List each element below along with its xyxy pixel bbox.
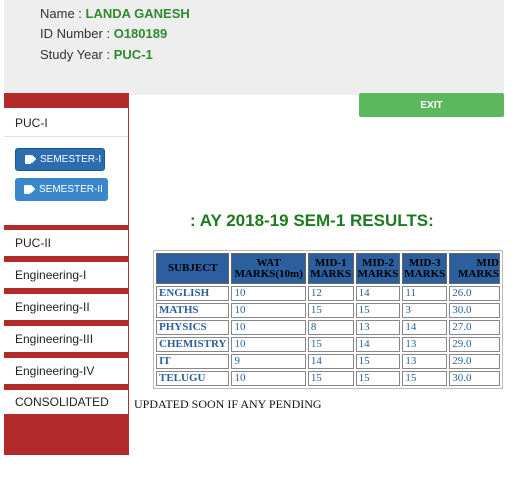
results-table	[153, 250, 503, 389]
tag-icon	[25, 155, 34, 164]
mid2-cell: 15	[356, 354, 401, 369]
mid3-cell: 3	[402, 303, 447, 318]
column-header-subject: SUBJECT	[156, 253, 229, 284]
table-row	[156, 286, 500, 301]
table-row	[156, 337, 500, 352]
column-header-wat: WAT MARKS(10m)	[231, 253, 305, 284]
wat-cell: 10	[231, 371, 305, 386]
wat-cell: 10	[231, 337, 305, 352]
mid2-cell: 13	[356, 320, 401, 335]
mid3-cell: 13	[402, 337, 447, 352]
results-title: : AY 2018-19 SEM-1 RESULTS:	[190, 211, 434, 230]
mid-cell: 29.0	[449, 354, 500, 369]
subject-cell: ENGLISH	[156, 286, 229, 301]
puc1-label[interactable]: PUC-I	[15, 116, 48, 130]
exit-button[interactable]: EXIT	[359, 93, 504, 117]
sidebar-item-consolidated[interactable]: CONSOLIDATED	[4, 390, 128, 414]
student-id-line	[40, 26, 167, 41]
mid-cell: 29.0	[449, 337, 500, 352]
mid-cell: 27.0	[449, 320, 500, 335]
mid2-cell: 15	[356, 303, 401, 318]
sidebar-item-engineering-4[interactable]: Engineering-IV	[4, 358, 128, 384]
mid1-cell: 8	[308, 320, 354, 335]
mid3-cell: 13	[402, 354, 447, 369]
mid3-cell: 15	[402, 371, 447, 386]
puc1-divider	[4, 136, 128, 137]
tag-icon	[24, 185, 33, 194]
mid-cell: 30.0	[449, 303, 500, 318]
mid3-cell: 14	[402, 320, 447, 335]
column-header-mid3: MID-3 MARKS	[402, 253, 447, 284]
mid1-cell: 15	[308, 371, 354, 386]
results-table-container	[153, 250, 503, 390]
mid1-cell: 14	[308, 354, 354, 369]
subject-cell: IT	[156, 354, 229, 369]
subject-cell: CHEMISTRY	[156, 337, 229, 352]
sidebar-item-engineering-3[interactable]: Engineering-III	[4, 326, 128, 352]
semester-2-label: SEMESTER-II	[39, 184, 103, 195]
table-row	[156, 303, 500, 318]
semester-2-button[interactable]	[15, 178, 108, 201]
semester-1-label: SEMESTER-I	[40, 154, 102, 165]
table-row	[156, 371, 500, 386]
pending-note: UPDATED SOON IF ANY PENDING	[134, 397, 322, 411]
sidebar-item-engineering-2[interactable]: Engineering-II	[4, 294, 128, 320]
study-year-line	[40, 47, 153, 62]
mid1-cell: 15	[308, 337, 354, 352]
subject-cell: PHYSICS	[156, 320, 229, 335]
id-label: ID Number :	[40, 26, 111, 41]
mid2-cell: 15	[356, 371, 401, 386]
mid3-cell: 11	[402, 286, 447, 301]
column-header-mid2: MID-2 MARKS	[356, 253, 401, 284]
name-value: LANDA GANESH	[85, 6, 190, 21]
table-row	[156, 320, 500, 335]
wat-cell: 10	[231, 320, 305, 335]
mid2-cell: 14	[356, 286, 401, 301]
subject-cell: MATHS	[156, 303, 229, 318]
name-label: Name :	[40, 6, 82, 21]
wat-cell: 10	[231, 303, 305, 318]
sidebar-item-puc2[interactable]: PUC-II	[4, 230, 128, 256]
mid2-cell: 14	[356, 337, 401, 352]
year-value: PUC-1	[113, 47, 153, 62]
id-value: O180189	[113, 26, 168, 41]
sidebar-item-engineering-1[interactable]: Engineering-I	[4, 262, 128, 288]
mid1-cell: 15	[308, 303, 354, 318]
mid-cell: 30.0	[449, 371, 500, 386]
column-header-mid: MID MARKS	[449, 253, 500, 284]
wat-cell: 9	[231, 354, 305, 369]
subject-cell: TELUGU	[156, 371, 229, 386]
table-row	[156, 354, 500, 369]
student-name-line	[40, 6, 190, 21]
mid1-cell: 12	[308, 286, 354, 301]
year-label: Study Year :	[40, 47, 111, 62]
table-header-row	[156, 253, 500, 284]
sidebar-item-puc1	[4, 108, 128, 225]
semester-1-button[interactable]	[15, 148, 105, 171]
mid-cell: 26.0	[449, 286, 500, 301]
column-header-mid1: MID-1 MARKS	[308, 253, 354, 284]
wat-cell: 10	[231, 286, 305, 301]
